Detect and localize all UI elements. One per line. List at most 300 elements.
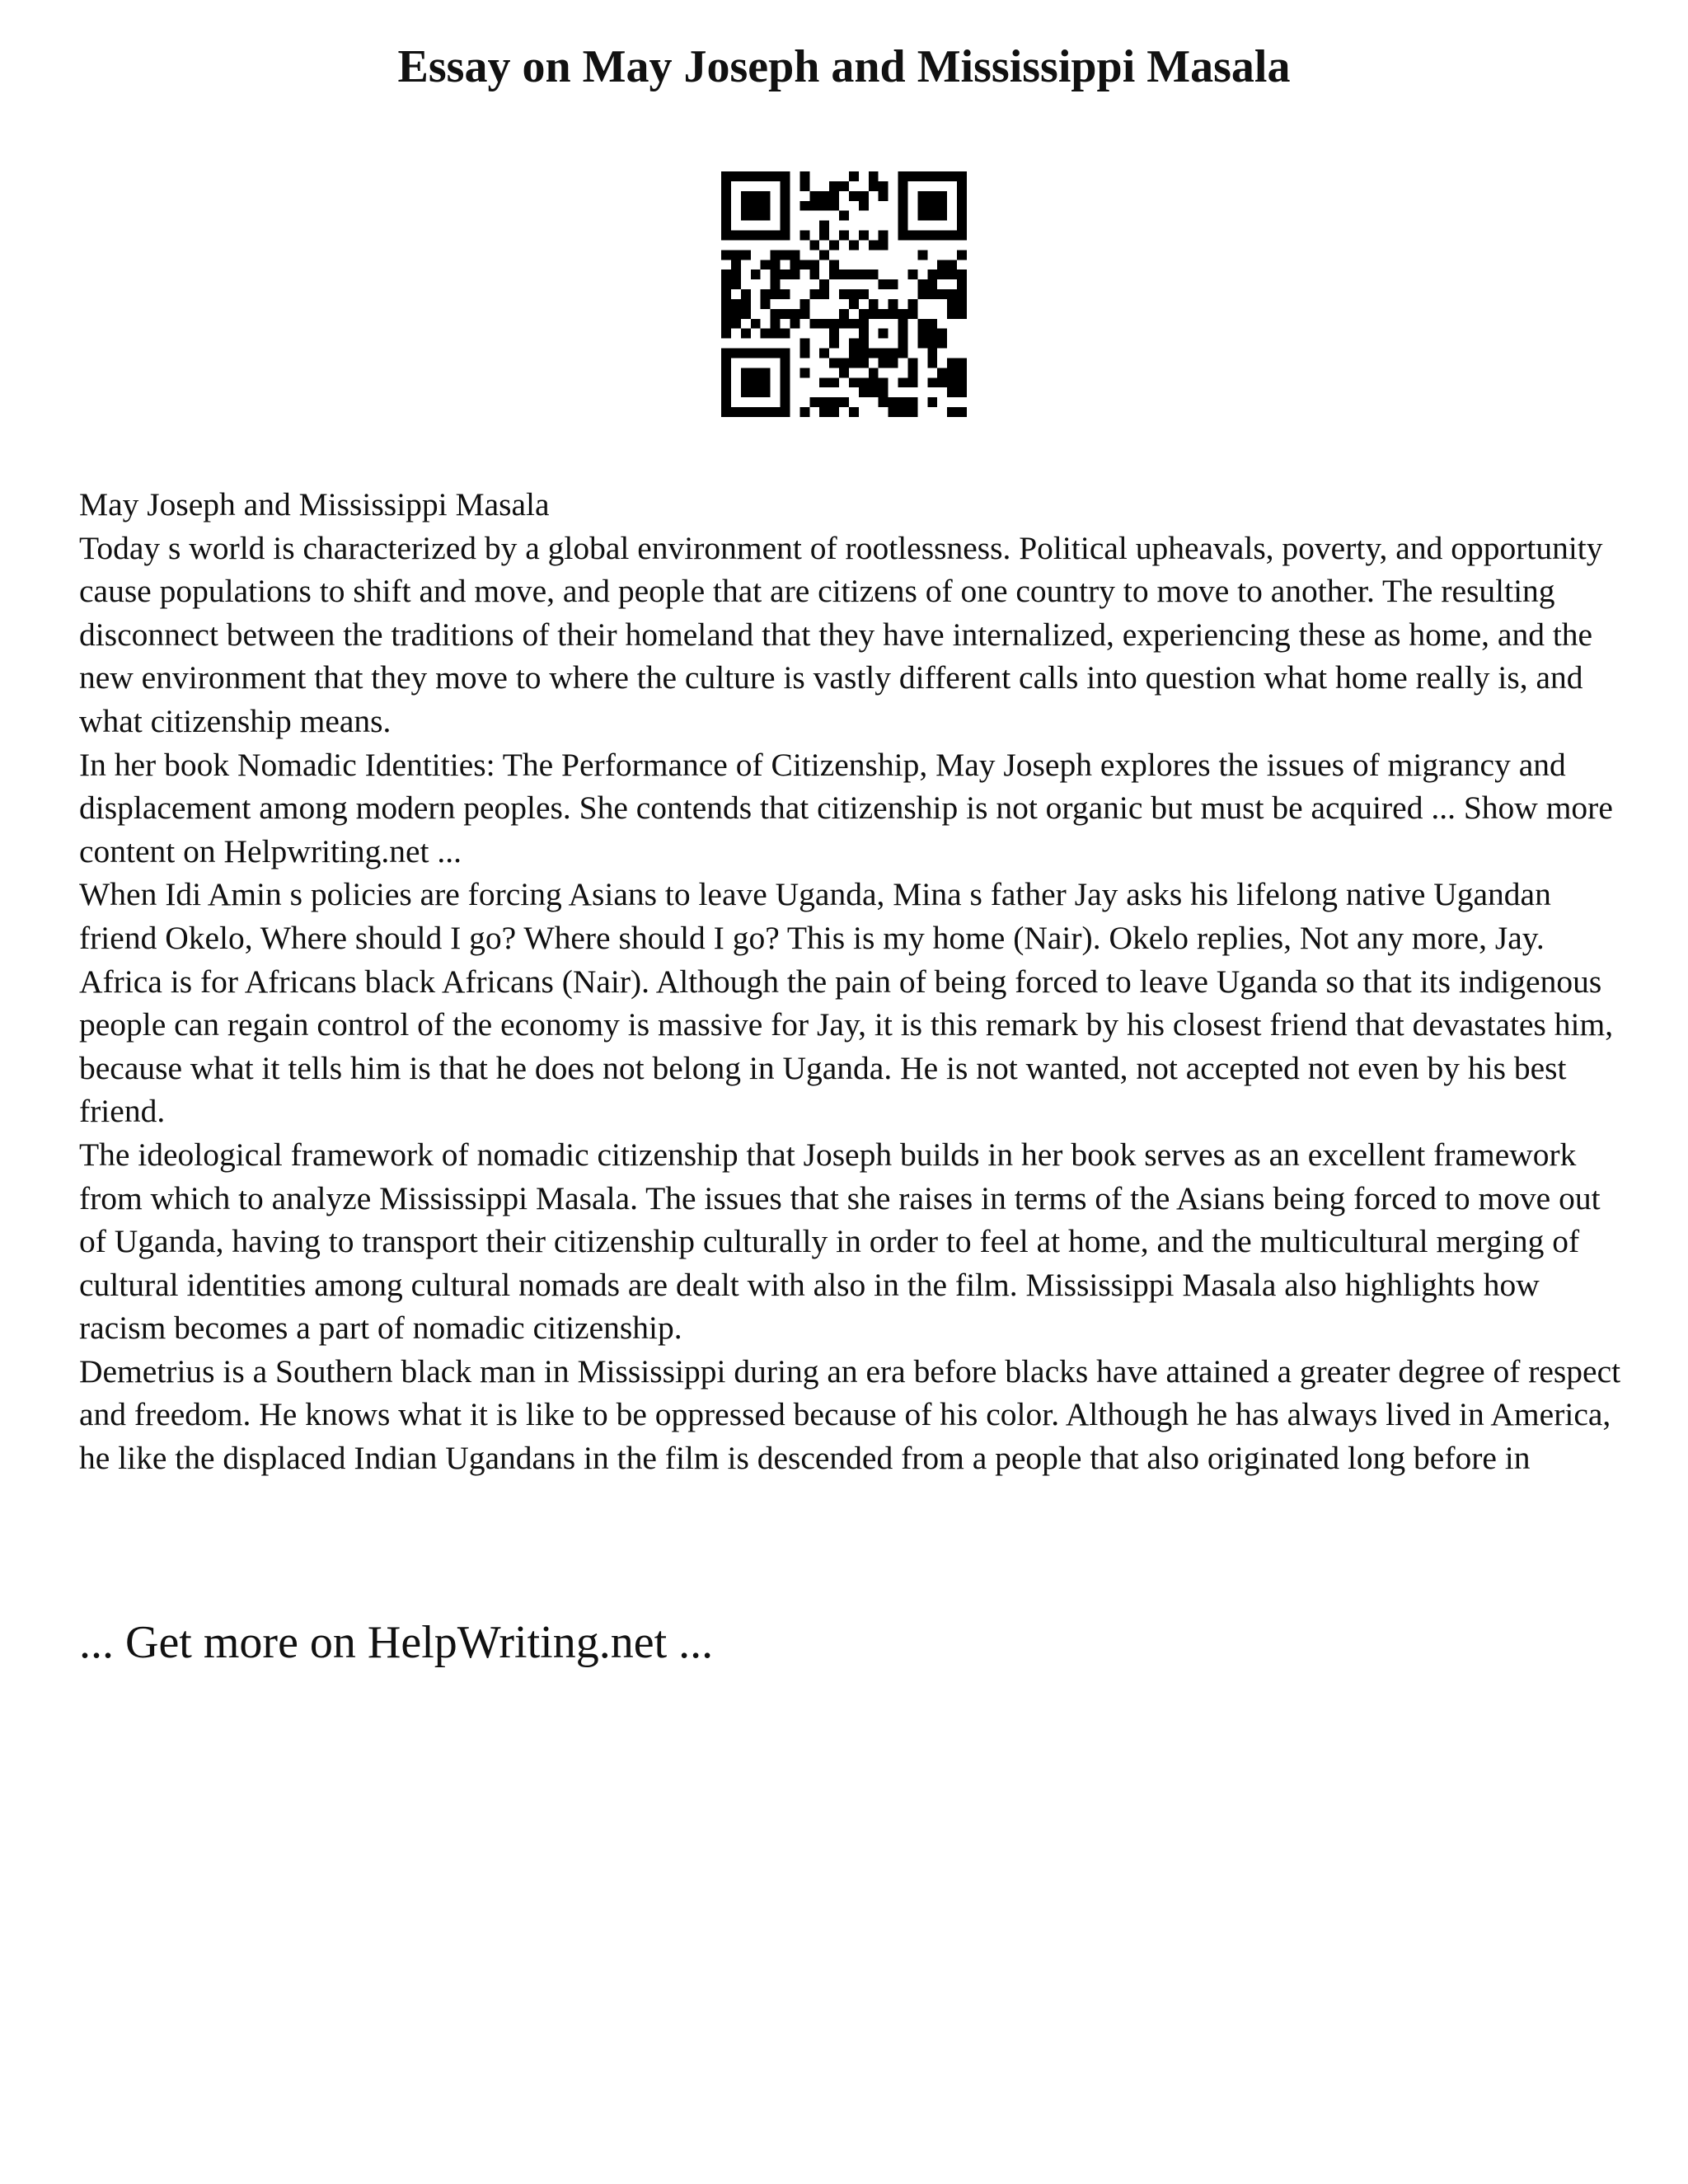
qr-module: [859, 319, 869, 329]
qr-module: [781, 289, 790, 299]
qr-module: [957, 279, 967, 289]
qr-module: [839, 397, 849, 407]
qr-module: [819, 201, 829, 211]
qr-module: [741, 349, 751, 359]
qr-module: [741, 387, 751, 397]
qr-module: [937, 211, 947, 221]
qr-module: [927, 349, 937, 359]
qr-module: [839, 358, 849, 368]
qr-module: [819, 289, 829, 299]
qr-module: [771, 269, 781, 279]
qr-module: [917, 201, 927, 211]
qr-module: [947, 377, 957, 387]
qr-module: [839, 269, 849, 279]
qr-module: [927, 377, 937, 387]
qr-module: [761, 201, 771, 211]
qr-module: [781, 231, 790, 241]
qr-module: [907, 171, 917, 181]
qr-module: [879, 377, 889, 387]
qr-module: [731, 319, 741, 329]
qr-module: [898, 397, 908, 407]
essay-paragraph: When Idi Amin s policies are forcing Asians to leave Uganda, Mina s father Jay asks his lifelong native Ugandan friend Okelo, Where should I go? Where should I go? This is my home (Nair). Okelo replies, Not any more, Jay. Africa is for Africans black Africans (Nair). Although the pain of being forced to leave Uganda so that its indigenous people can regain control of the economy is massive for Jay, it is this remark by his closest friend that devastates him, because what it tells him is that he does not belong in Uganda. He is not wanted, not accepted not even by his best friend.: [79, 876, 1614, 1130]
qr-module: [761, 377, 771, 387]
qr-module: [751, 231, 761, 241]
qr-module: [917, 211, 927, 221]
qr-module: [879, 240, 889, 250]
qr-module: [917, 171, 927, 181]
qr-module: [790, 309, 799, 319]
qr-module: [859, 358, 869, 368]
qr-module: [898, 181, 908, 191]
qr-module: [889, 407, 898, 417]
qr-module: [781, 221, 790, 231]
qr-module: [721, 309, 731, 319]
qr-module: [957, 231, 967, 241]
qr-module: [790, 260, 799, 269]
qr-module: [957, 358, 967, 368]
qr-module: [917, 231, 927, 241]
qr-module: [898, 309, 908, 319]
qr-module: [741, 368, 751, 377]
qr-module: [731, 260, 741, 269]
qr-module: [898, 231, 908, 241]
get-more-link[interactable]: ... Get more on HelpWriting.net ...: [79, 1617, 714, 1668]
qr-module: [917, 289, 927, 299]
qr-module: [799, 171, 809, 181]
qr-module: [869, 368, 879, 377]
qr-module: [937, 339, 947, 349]
qr-module: [907, 407, 917, 417]
qr-module: [781, 368, 790, 377]
qr-module: [761, 191, 771, 201]
qr-module: [721, 349, 731, 359]
qr-module: [751, 211, 761, 221]
qr-module: [957, 191, 967, 201]
qr-module: [937, 231, 947, 241]
qr-module: [731, 349, 741, 359]
qr-module: [869, 377, 879, 387]
qr-module: [859, 191, 869, 201]
qr-module: [761, 329, 771, 339]
qr-module: [761, 171, 771, 181]
qr-module: [879, 231, 889, 241]
qr-module: [771, 289, 781, 299]
qr-module: [829, 377, 839, 387]
qr-module: [889, 279, 898, 289]
qr-module: [859, 231, 869, 241]
essay-heading: May Joseph and Mississippi Masala: [79, 486, 550, 523]
qr-module: [898, 211, 908, 221]
qr-module: [781, 397, 790, 407]
qr-module: [879, 329, 889, 339]
qr-module: [927, 171, 937, 181]
qr-module: [761, 299, 771, 309]
qr-module: [809, 269, 819, 279]
qr-module: [907, 368, 917, 377]
qr-module: [869, 299, 879, 309]
qr-module: [957, 377, 967, 387]
qr-module: [927, 191, 937, 201]
qr-module: [859, 349, 869, 359]
qr-module: [898, 319, 908, 329]
qr-module: [721, 358, 731, 368]
qr-module: [839, 181, 849, 191]
qr-module: [781, 211, 790, 221]
qr-module: [859, 339, 869, 349]
qr-module: [927, 339, 937, 349]
qr-module: [741, 201, 751, 211]
qr-module: [937, 269, 947, 279]
qr-module: [721, 181, 731, 191]
qr-module: [731, 279, 741, 289]
qr-module: [947, 309, 957, 319]
qr-module: [957, 368, 967, 377]
qr-module: [771, 349, 781, 359]
qr-module: [947, 368, 957, 377]
qr-module: [907, 269, 917, 279]
qr-module: [771, 329, 781, 339]
qr-module: [731, 171, 741, 181]
qr-module: [721, 289, 731, 299]
qr-module: [721, 368, 731, 377]
qr-module: [781, 329, 790, 339]
qr-module: [927, 319, 937, 329]
qr-module: [771, 279, 781, 289]
qr-module: [721, 299, 731, 309]
qr-module: [898, 329, 908, 339]
qr-module: [957, 269, 967, 279]
qr-module: [819, 377, 829, 387]
qr-module: [741, 171, 751, 181]
qr-module: [917, 329, 927, 339]
qr-module: [819, 231, 829, 241]
qr-module: [937, 191, 947, 201]
qr-module: [947, 299, 957, 309]
qr-module: [799, 368, 809, 377]
qr-module: [731, 299, 741, 309]
qr-module: [819, 397, 829, 407]
qr-module: [721, 171, 731, 181]
qr-module: [809, 289, 819, 299]
qr-module: [781, 171, 790, 181]
qr-module: [957, 201, 967, 211]
qr-module: [829, 339, 839, 349]
qr-module: [839, 368, 849, 377]
qr-module: [879, 279, 889, 289]
qr-module: [771, 407, 781, 417]
qr-module: [898, 349, 908, 359]
essay-paragraph: In her book Nomadic Identities: The Performance of Citizenship, May Joseph explores the issues of migrancy and displacement among modern peoples. She contends that citizenship is not organic but must be acquired ... Show more content on Helpwriting.net ...: [79, 746, 1613, 869]
essay-body: [79, 483, 1629, 1480]
qr-module: [721, 191, 731, 201]
qr-module: [829, 358, 839, 368]
qr-module: [957, 211, 967, 221]
qr-module: [731, 309, 741, 319]
qr-module: [761, 349, 771, 359]
qr-module: [809, 397, 819, 407]
qr-module: [799, 349, 809, 359]
qr-module: [771, 309, 781, 319]
qr-module: [721, 279, 731, 289]
qr-module: [781, 269, 790, 279]
qr-module: [927, 329, 937, 339]
qr-module: [927, 289, 937, 299]
qr-module: [947, 387, 957, 397]
qr-module: [819, 349, 829, 359]
qr-module: [829, 329, 839, 339]
qr-module: [927, 358, 937, 368]
qr-module: [761, 260, 771, 269]
qr-module: [829, 397, 839, 407]
qr-module: [898, 221, 908, 231]
qr-module: [741, 309, 751, 319]
qr-module: [819, 221, 829, 231]
qr-module: [849, 407, 859, 417]
qr-module: [741, 299, 751, 309]
qr-module: [927, 397, 937, 407]
qr-module: [751, 191, 761, 201]
qr-module: [771, 319, 781, 329]
qr-module: [761, 407, 771, 417]
qr-module: [957, 309, 967, 319]
qr-module: [741, 250, 751, 260]
qr-module: [771, 231, 781, 241]
qr-module: [907, 299, 917, 309]
qr-module: [889, 309, 898, 319]
qr-module: [751, 349, 761, 359]
qr-module: [741, 377, 751, 387]
qr-module: [917, 279, 927, 289]
qr-module: [869, 240, 879, 250]
qr-module: [947, 407, 957, 417]
qr-module: [721, 201, 731, 211]
qr-module: [849, 240, 859, 250]
qr-module: [849, 299, 859, 309]
qr-module: [731, 407, 741, 417]
qr-module: [809, 260, 819, 269]
qr-module: [839, 309, 849, 319]
qr-module: [879, 349, 889, 359]
qr-module: [839, 289, 849, 299]
qr-module: [751, 171, 761, 181]
qr-module: [927, 269, 937, 279]
essay-paragraph: Demetrius is a Southern black man in Mississippi during an era before blacks have attained a greater degree of respect and freedom. He knows what it is like to be oppressed because of his color. Although he has always lived in America, he like the displaced Indian Ugandans in the film is descended from a people that also originated long before in: [79, 1352, 1621, 1477]
qr-module: [859, 289, 869, 299]
qr-module: [839, 319, 849, 329]
qr-module: [849, 319, 859, 329]
qr-module: [869, 309, 879, 319]
qr-module: [879, 181, 889, 191]
qr-module: [957, 387, 967, 397]
qr-module: [849, 339, 859, 349]
qr-module: [781, 358, 790, 368]
qr-module: [859, 309, 869, 319]
qr-module: [947, 289, 957, 299]
qr-module: [937, 289, 947, 299]
qr-module: [799, 231, 809, 241]
qr-module: [731, 231, 741, 241]
qr-module: [799, 339, 809, 349]
qr-module: [869, 181, 879, 191]
qr-module: [799, 299, 809, 309]
qr-module: [957, 299, 967, 309]
qr-module: [741, 191, 751, 201]
qr-module: [751, 269, 761, 279]
qr-module: [898, 171, 908, 181]
qr-module: [829, 319, 839, 329]
qr-module: [799, 407, 809, 417]
qr-module: [879, 358, 889, 368]
document-title: Essay on May Joseph and Mississippi Masala: [397, 41, 1291, 92]
qr-module: [819, 279, 829, 289]
essay-paragraph: Today s world is characterized by a global environment of rootlessness. Political upheavals, poverty, and opportunity cause populations to shift and move, and people that are citizens of one country to move to another. The resulting disconnect between the traditions of their homeland that they have internalized, experiencing these as home, and the new environment that they move to where the culture is vastly different calls into question what home really is, and what citizenship means.: [79, 529, 1603, 739]
qr-module: [898, 201, 908, 211]
qr-module: [927, 279, 937, 289]
qr-module: [721, 250, 731, 260]
qr-module: [771, 171, 781, 181]
qr-module: [937, 260, 947, 269]
qr-module: [879, 397, 889, 407]
qr-module: [751, 377, 761, 387]
qr-module: [957, 289, 967, 299]
qr-module: [790, 319, 799, 329]
qr-module: [781, 201, 790, 211]
qr-module: [869, 349, 879, 359]
qr-module: [859, 201, 869, 211]
qr-module: [741, 211, 751, 221]
qr-module: [721, 221, 731, 231]
qr-module: [819, 250, 829, 260]
qr-module: [751, 368, 761, 377]
qr-module: [907, 377, 917, 387]
qr-module: [741, 407, 751, 417]
qr-module: [937, 171, 947, 181]
qr-module: [927, 211, 937, 221]
qr-module: [781, 387, 790, 397]
qr-module: [721, 387, 731, 397]
qr-module: [829, 269, 839, 279]
qr-module: [781, 407, 790, 417]
qr-module: [721, 319, 731, 329]
qr-module: [721, 407, 731, 417]
qr-module: [947, 231, 957, 241]
qr-module: [907, 309, 917, 319]
qr-module: [927, 201, 937, 211]
qr-module: [898, 191, 908, 201]
qr-module: [937, 368, 947, 377]
qr-module: [957, 181, 967, 191]
qr-module: [957, 407, 967, 417]
qr-module: [937, 329, 947, 339]
qr-module: [917, 319, 927, 329]
qr-module: [781, 191, 790, 201]
qr-module: [947, 269, 957, 279]
qr-module: [721, 231, 731, 241]
qr-module: [957, 250, 967, 260]
qr-module: [879, 191, 889, 201]
qr-module: [721, 377, 731, 387]
qr-module: [761, 289, 771, 299]
qr-module: [781, 250, 790, 260]
qr-module: [937, 201, 947, 211]
qr-module: [849, 269, 859, 279]
qr-module: [879, 309, 889, 319]
qr-module: [849, 377, 859, 387]
qr-module: [809, 240, 819, 250]
qr-module: [741, 289, 751, 299]
qr-module: [799, 260, 809, 269]
qr-module: [781, 349, 790, 359]
qr-module: [889, 397, 898, 407]
qr-module: [761, 231, 771, 241]
qr-module: [898, 377, 908, 387]
qr-module: [799, 201, 809, 211]
qr-module: [761, 387, 771, 397]
qr-module: [937, 377, 947, 387]
qr-module: [859, 387, 869, 397]
qr-code-icon: [721, 171, 967, 417]
qr-module: [898, 407, 908, 417]
qr-module: [790, 269, 799, 279]
qr-module: [879, 387, 889, 397]
qr-module: [829, 240, 839, 250]
qr-module: [889, 349, 898, 359]
qr-module: [849, 349, 859, 359]
qr-module: [771, 260, 781, 269]
qr-module: [741, 231, 751, 241]
qr-module: [889, 358, 898, 368]
qr-module: [898, 339, 908, 349]
qr-module: [849, 289, 859, 299]
qr-module: [947, 358, 957, 368]
qr-module: [809, 201, 819, 211]
qr-module: [809, 319, 819, 329]
qr-module: [859, 269, 869, 279]
essay-paragraph: The ideological framework of nomadic citizenship that Joseph builds in her book serves as an excellent framework from which to analyze Mississippi Masala. The issues that she raises in terms of the Asians being forced to move out of Uganda, having to transport their citizenship culturally in order to feel at home, and the multicultural merging of cultural identities among cultural nomads are dealt with also in the film. Mississippi Masala also highlights how racism becomes a part of nomadic citizenship.: [79, 1136, 1601, 1347]
qr-module: [819, 407, 829, 417]
qr-module: [721, 329, 731, 339]
qr-module: [799, 181, 809, 191]
qr-module: [849, 358, 859, 368]
qr-module: [849, 191, 859, 201]
qr-module: [819, 191, 829, 201]
qr-module: [907, 358, 917, 368]
qr-module: [957, 221, 967, 231]
qr-module: [849, 171, 859, 181]
qr-module: [927, 231, 937, 241]
qr-module: [751, 407, 761, 417]
qr-module: [829, 191, 839, 201]
qr-module: [721, 269, 731, 279]
qr-module: [917, 191, 927, 201]
qr-module: [731, 250, 741, 260]
qr-module: [741, 329, 751, 339]
qr-module: [917, 339, 927, 349]
qr-module: [781, 377, 790, 387]
qr-module: [869, 171, 879, 181]
qr-module: [781, 309, 790, 319]
qr-module: [947, 260, 957, 269]
qr-module: [751, 201, 761, 211]
qr-module: [809, 191, 819, 201]
qr-module: [829, 407, 839, 417]
qr-module: [889, 299, 898, 309]
qr-module: [761, 211, 771, 221]
qr-module: [957, 171, 967, 181]
qr-module: [731, 269, 741, 279]
qr-module: [721, 397, 731, 407]
qr-module: [859, 329, 869, 339]
